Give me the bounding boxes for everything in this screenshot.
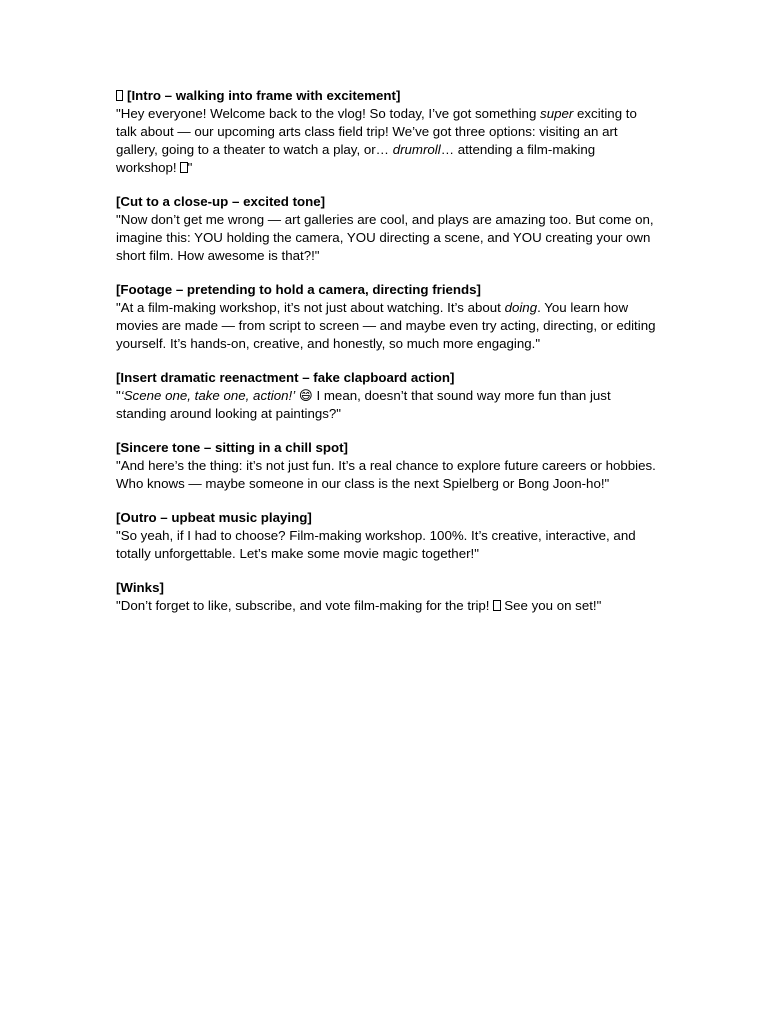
- paragraph-text: See you on set!": [500, 598, 602, 613]
- script-section-winks: [116, 579, 656, 615]
- paragraph-text: "Don’t forget to like, subscribe, and vote film-making for the trip!: [116, 598, 494, 613]
- section-heading: [Sincere tone – sitting in a chill spot]: [116, 440, 348, 455]
- missing-glyph-icon: [116, 90, 123, 101]
- section-paragraph: [116, 105, 656, 177]
- script-section-reenactment: [116, 369, 656, 423]
- paragraph-text: ": [187, 160, 193, 175]
- script-section-sincere: [116, 439, 656, 493]
- paragraph-text: "At a film-making workshop, it’s not just about watching. It’s about: [116, 300, 505, 315]
- emphasis-text: super: [540, 106, 574, 121]
- section-heading: [Winks]: [116, 580, 164, 595]
- paragraph-text: 😄 I mean, doesn’t that sound way more fun than just standing around looking at paintings?": [116, 388, 611, 421]
- section-paragraph: [116, 387, 656, 423]
- section-paragraph: "Now don’t get me wrong — art galleries are cool, and plays are amazing too. But come on, imagine this: YOU holding the camera, YOU directing a scene, and YOU creating your own short film. How awesome is that?!": [116, 212, 654, 263]
- emphasis-text: doing: [504, 300, 538, 315]
- section-heading: [Outro – upbeat music playing]: [116, 510, 312, 525]
- script-section-footage: [116, 281, 656, 353]
- missing-glyph-icon: [493, 600, 500, 611]
- section-paragraph: "And here’s the thing: it’s not just fun. It’s a real chance to explore future careers or hobbies. Who knows — maybe someone in our class is the next Spielberg or Bong Joon-ho!": [116, 458, 656, 491]
- section-heading: [Cut to a close-up – excited tone]: [116, 194, 326, 209]
- section-heading: [116, 87, 656, 105]
- paragraph-text: ": [116, 388, 121, 403]
- paragraph-text: . You learn how movies are made — from script to screen — and maybe even try acting, directing, or editing yourself. It’s hands-on, creative, and honestly, so much more engaging.": [116, 300, 656, 351]
- section-paragraph: "So yeah, if I had to choose? Film-making workshop. 100%. It’s creative, interactive, and totally unforgettable. Let’s make some movie magic together!": [116, 528, 636, 561]
- section-heading: [Insert dramatic reenactment – fake clapboard action]: [116, 370, 455, 385]
- missing-glyph-icon: [180, 162, 187, 173]
- script-content: [116, 87, 656, 631]
- section-heading: [Footage – pretending to hold a camera, directing friends]: [116, 282, 481, 297]
- paragraph-text: … attending a film-making workshop!: [116, 142, 596, 175]
- section-paragraph: [116, 597, 656, 615]
- section-heading-text: [Intro – walking into frame with excitement]: [127, 88, 401, 103]
- paragraph-text: "Hey everyone! Welcome back to the vlog! So today, I’ve got something: [116, 106, 541, 121]
- emphasis-text: drumroll: [392, 142, 441, 157]
- section-paragraph: [116, 299, 656, 353]
- emphasis-text: ‘Scene one, take one, action!’: [120, 388, 296, 403]
- paragraph-text: exciting to talk about — our upcoming arts class field trip! We’ve got three options: visiting an art gallery, going to a theater to watch a play, or…: [116, 106, 637, 157]
- script-section-intro: [116, 87, 656, 177]
- script-section-close-up: [116, 193, 656, 265]
- script-section-outro: [116, 509, 656, 563]
